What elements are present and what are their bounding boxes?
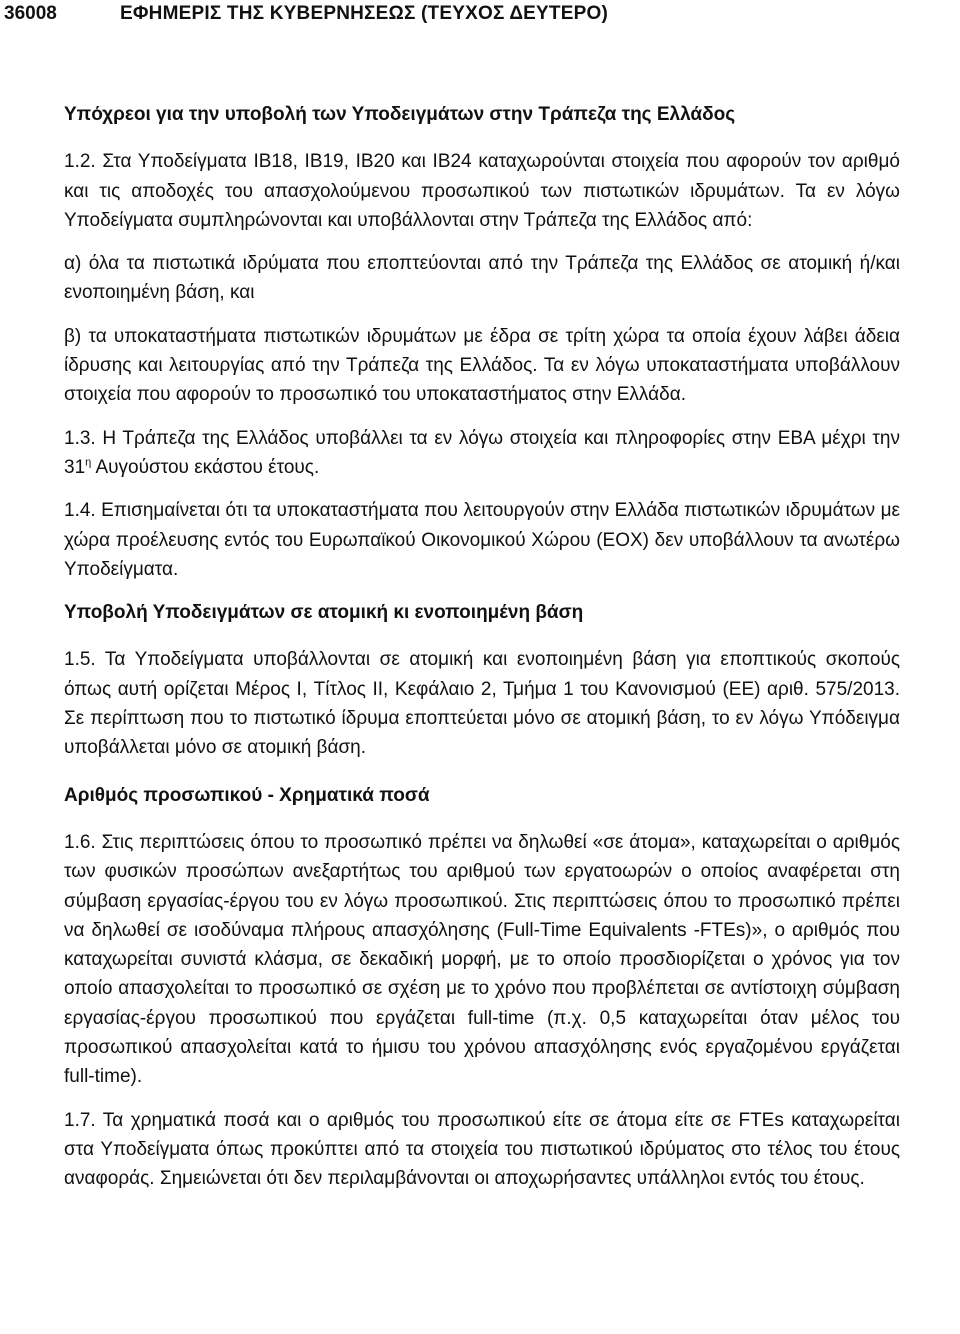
paragraph-1-5: 1.5. Τα Υποδείγματα υποβάλλονται σε ατομική και ενοποιημένη βάση για εποπτικούς σκοπούς όπως αυτή ορίζεται Μέρος I, Τίτλος II, Κεφάλαιο 2, Τμήμα 1 του Κανονισμού (ΕΕ) αριθ. 575/2013. Σε περίπτωση που το πιστωτικό ίδρυμα εποπτεύεται μόνο σε ατομική βάση, το εν λόγω Υπόδειγμα υποβάλλεται μόνο σε ατομική βάση. [64,649,900,759]
paragraph-1-4: 1.4. Επισημαίνεται ότι τα υποκαταστήματα που λειτουργούν στην Ελλάδα πιστωτικών ιδρυμάτων με χώρα προέλευσης εντός του Ευρωπαϊκού Οικονομικού Χώρου (ΕΟΧ) δεν υποβάλλουν τα ανωτέρω Υποδείγματα. [64,500,900,580]
paragraph-1-2: 1.2. Στα Υποδείγματα ΙΒ18, ΙΒ19, ΙΒ20 και ΙΒ24 καταχωρούνται στοιχεία που αφορούν τον αριθμό και τις αποδοχές του απασχολούμενου προσωπικού των πιστωτικών ιδρυμάτων. Τα εν λόγω Υποδείγματα συμπληρώνονται και υποβάλλονται στην Τράπεζα της Ελλάδος από: [64,151,900,231]
ordinal-superscript: η [85,456,92,469]
paragraph-1-3 [64,424,900,483]
journal-title: ΕΦΗΜΕΡΙΣ ΤΗΣ ΚΥΒΕΡΝΗΣΕΩΣ (ΤΕΥΧΟΣ ΔΕΥΤΕΡΟ) [120,3,608,24]
paragraph-item-a: α) όλα τα πιστωτικά ιδρύματα που εποπτεύονται από την Τράπεζα της Ελλάδος σε ατομική ή/και ενοποιημένη βάση, και [64,253,900,304]
section-heading-submission-basis: Υποβολή Υποδειγμάτων σε ατομική κι ενοποιημένη βάση [64,602,584,624]
paragraph-1-7: 1.7. Τα χρηματικά ποσά και ο αριθμός του προσωπικού είτε σε άτομα είτε σε FTEs καταχωρείται στα Υποδείγματα όπως προκύπτει από τα στοιχεία του πιστωτικού ιδρύματος στο τέλος του έτους αναφοράς. Σημειώνεται ότι δεν περιλαμβάνονται οι αποχωρήσαντες υπάλληλοι εντός του έτους. [64,1109,900,1190]
paragraph-1-3-text-end: Αυγούστου εκάστου έτους. [91,456,320,478]
document-body [64,100,900,1194]
paragraph-1-6: 1.6. Στις περιπτώσεις όπου το προσωπικό πρέπει να δηλωθεί «σε άτομα», καταχωρείται ο αριθμός των φυσικών προσώπων ανεξαρτήτως του αριθμού των εργατοωρών ο οποίος αναφέρεται στη σύμβαση εργασίας-έργου του εν λόγω προσωπικού. Στις περιπτώσεις όπου το προσωπικό πρέπει να δηλωθεί σε ισοδύναμα πλήρους απασχόλησης (Full-Time Equivalents -FTEs)», ο αριθμός που καταχωρείται συνιστά κλάσμα, σε δεκαδική μορφή, με το οποίο προσδιορίζεται ο χρόνος για τον οποίο απασχολείται το προσωπικό σε σχέση με το χρόνο που προβλέπεται σε αντίστοιχη σύμβαση εργασίας-έργου προσωπικού που εργάζεται full-time (π.χ. 0,5 καταχωρείται όταν μέλος του προσωπικού απασχολείται κατά το ήμισυ του χρόνου απασχόλησης ενός εργαζομένου εργάζεται full-time). [64,831,900,1088]
section-heading-obligated-entities: Υπόχρεοι για την υποβολή των Υποδειγμάτων στην Τράπεζα της Ελλάδος [64,104,736,125]
section-heading-staff-amounts: Αριθμός προσωπικού - Χρηματικά ποσά [64,784,430,806]
page-number: 36008 [4,3,57,24]
paragraph-item-b: β) τα υποκαταστήματα πιστωτικών ιδρυμάτων με έδρα σε τρίτη χώρα τα οποία έχουν λάβει άδεια ίδρυσης και λειτουργίας από την Τράπεζα της Ελλάδος. Τα εν λόγω υποκαταστήματα υποβάλλουν στοιχεία που αφορούν το προσωπικό του υποκαταστήματος στην Ελλάδα. [64,325,900,406]
paragraph-1-3-text: 1.3. Η Τράπεζα της Ελλάδος υποβάλλει τα εν λόγω στοιχεία και πληροφορίες στην EBA μέχρι την 31 [64,427,900,478]
page-header [0,0,960,30]
